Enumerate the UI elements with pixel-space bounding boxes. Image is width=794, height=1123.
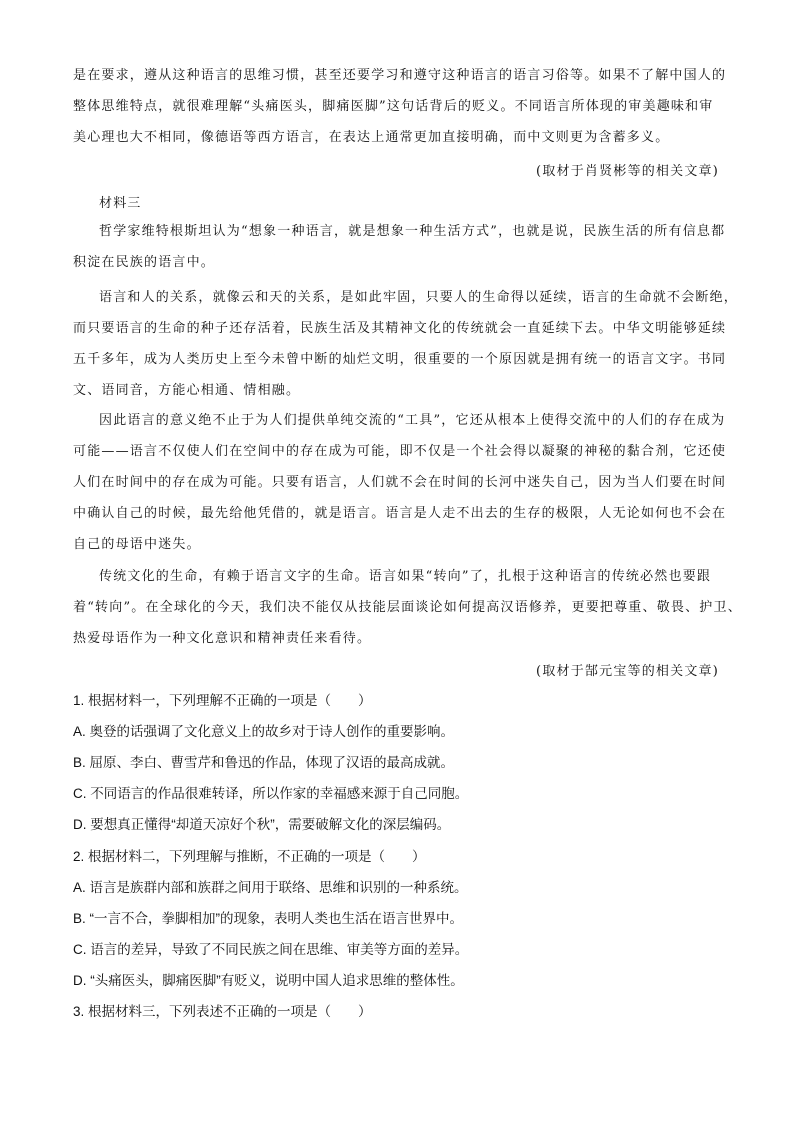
text-line: 语言和人的关系，就像云和天的关系，是如此牢固，只要人的生命得以延续，语言的生命就不会断绝， <box>99 290 739 305</box>
text-line: 热爱母语作为一种文化意识和精神责任来看待。 <box>73 631 372 646</box>
question-2 <box>73 841 753 996</box>
question-stem: 2. 根据材料二，下列理解与推断，不正确的一项是（ ） <box>73 849 426 864</box>
paragraph <box>73 282 739 406</box>
option-d: D. 要想真正懂得“却道天凉好个秋”，需要破解文化的深层编码。 <box>73 817 451 832</box>
question-1 <box>73 685 753 840</box>
option-c: C. 不同语言的作品很难转译，所以作家的幸福感来源于自己同胞。 <box>73 786 469 801</box>
text-line: 人们在时间中的存在成为可能。只要有语言，人们就不会在时间的长河中迷失自己，因为当人们要在时间 <box>73 475 727 490</box>
text-line: 哲学家维特根斯坦认为“想象一种语言，就是想象一种生活方式”，也就是说，民族生活的所有信息都 <box>99 224 726 239</box>
question-3 <box>73 996 753 1027</box>
text-line: 传统文化的生命，有赖于语言文字的生命。语言如果“转向”了，扎根于这种语言的传统必然也要跟 <box>99 569 712 584</box>
option-d: D. “头痛医头，脚痛医脚”有贬义，说明中国人追求思维的整体性。 <box>73 973 464 988</box>
option-a: A. 语言是族群内部和族群之间用于联络、思维和识别的一种系统。 <box>73 880 468 895</box>
source-note: (取材于肖贤彬等的相关文章) <box>536 164 719 179</box>
question-stem: 1. 根据材料一，下列理解不正确的一项是（ ） <box>73 693 372 708</box>
option-c: C. 语言的差异，导致了不同民族之间在思维、审美等方面的差异。 <box>73 942 469 957</box>
paragraph <box>73 216 726 278</box>
text-line: 整体思维特点，就很难理解“头痛医头，脚痛医脚”这句话背后的贬义。不同语言所体现的审美趣味和审 <box>73 99 714 114</box>
question-stem: 3. 根据材料三，下列表述不正确的一项是（ ） <box>73 1004 372 1019</box>
text-line: 自己的母语中迷失。 <box>73 537 201 552</box>
text-line: 着“转向”。在全球化的今天，我们决不能仅从技能层面谈论如何提高汉语修养，更要把尊重、敬畏、护卫、 <box>73 600 742 615</box>
text-line: 是在要求，遵从这种语言的思维习惯，甚至还要学习和遵守这种语言的语言习俗等。如果不了解中国人的 <box>73 68 727 83</box>
text-line: 五千多年，成为人类历史上至今未曾中断的灿烂文明，很重要的一个原因就是拥有统一的语言文字。书同 <box>73 352 727 367</box>
paragraph <box>73 405 727 560</box>
option-a: A. 奥登的话强调了文化意义上的故乡对于诗人创作的重要影响。 <box>73 724 455 739</box>
text-line: 可能——语言不仅使人们在空间中的存在成为可能，即不仅是一个社会得以凝聚的神秘的黏合剂，它还使 <box>73 444 727 459</box>
option-b: B. 屈原、李白、曹雪芹和鲁迅的作品，体现了汉语的最高成就。 <box>73 755 455 770</box>
text-line: 文、语同音，方能心相通、情相融。 <box>73 383 301 398</box>
text-line: 积淀在民族的语言中。 <box>73 255 216 270</box>
option-b: B. “一言不合，拳脚相加”的现象，表明人类也生活在语言世界中。 <box>73 911 463 926</box>
paragraph <box>73 561 742 654</box>
text-line: 中确认自己的时候，最先给他凭借的，就是语言。语言是人走不出去的生存的极限，人无论如何也不会在 <box>73 506 727 521</box>
text-line: 美心理也大不相同，像德语等西方语言，在表达上通常更加直接明确，而中文则更为含蓄多义。 <box>73 130 670 145</box>
text-line: 因此语言的意义绝不止于为人们提供单纯交流的“工具”，它还从根本上使得交流中的人们的存在成为 <box>99 413 726 428</box>
section-heading: 材料三 <box>99 196 142 211</box>
source-note: (取材于郜元宝等的相关文章) <box>536 664 719 679</box>
paragraph-continuation <box>73 60 727 153</box>
text-line: 而只要语言的生命的种子还存活着，民族生活及其精神文化的传统就会一直延续下去。中华文明能够延续 <box>73 321 727 336</box>
